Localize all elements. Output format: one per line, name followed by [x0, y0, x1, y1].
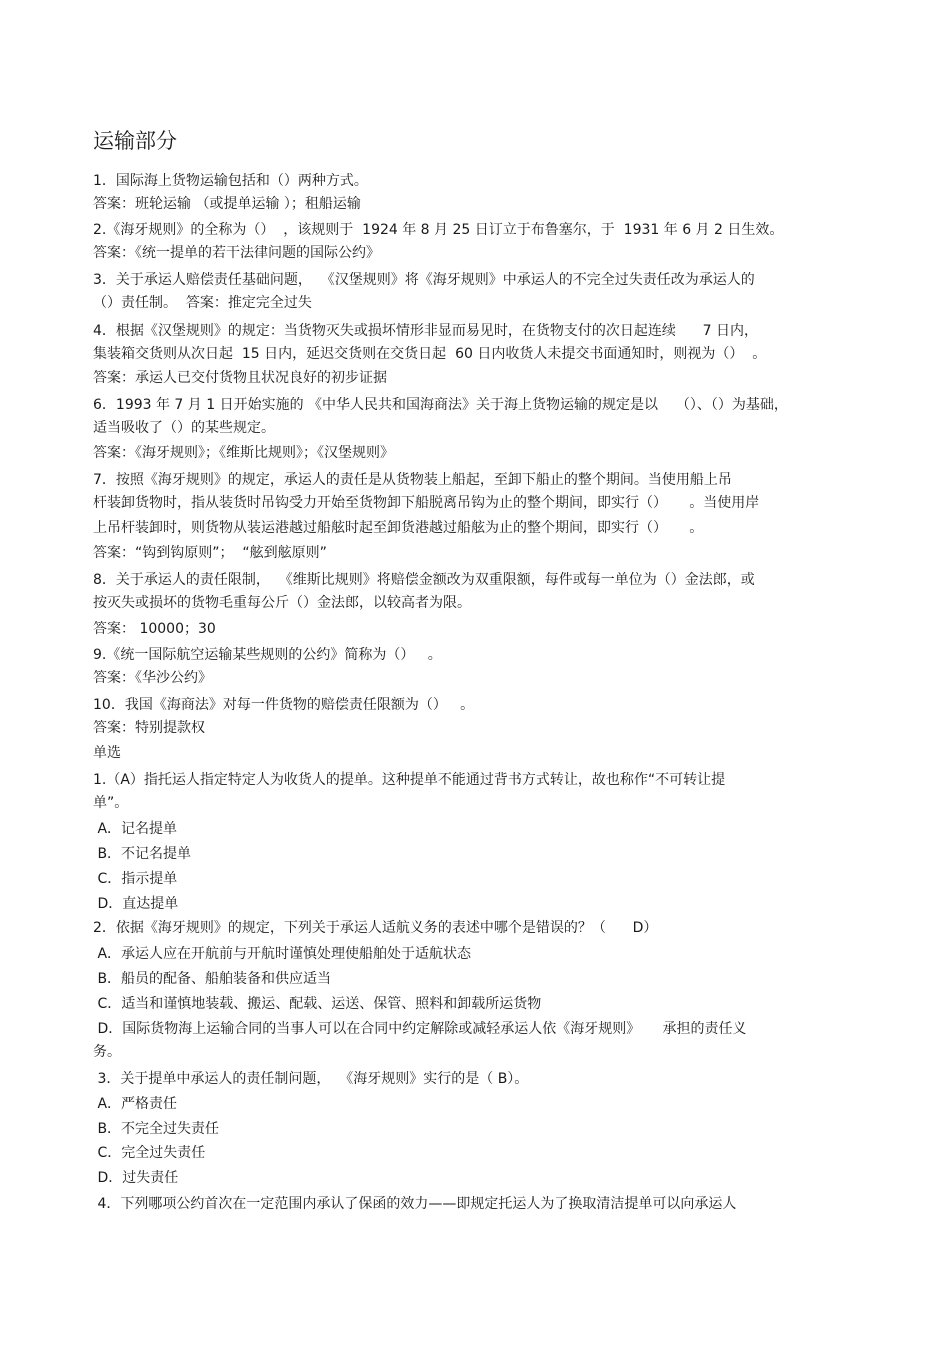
- text-line: 杆装卸货物时，指从装货时吊钩受力开始至货物卸下船脱离吊钩为止的整个期间，即实行（） 。当使用岸: [93, 495, 760, 511]
- text-line: 3．关于承运人赔偿责任基础问题， 《汉堡规则》将《海牙规则》中承运人的不完全过失责任改为承运人的: [93, 272, 755, 288]
- text-line: 答案： 10000；30: [93, 621, 216, 637]
- option-line: C．适当和谨慎地装载、搬运、配载、运送、保管、照料和卸载所运货物: [93, 996, 542, 1012]
- text-line: 10．我国《海商法》对每一件货物的赔偿责任限额为（） 。: [93, 697, 475, 713]
- text-line: 上吊杆装卸时，则货物从装运港越过船舷时起至卸货港越过船舷为止的整个期间，即实行（） 。: [93, 520, 704, 536]
- option-line: D．直达提单: [93, 896, 179, 912]
- option-line: D．过失责任: [93, 1170, 179, 1186]
- text-line: 4．根据《汉堡规则》的规定：当货物灭失或损坏情形非显而易见时，在货物支付的次日起连续 7 日内，: [93, 323, 758, 339]
- option-line: D．国际货物海上运输合同的当事人可以在合同中约定解除或减轻承运人依《海牙规则》 承担的责任义: [93, 1021, 747, 1037]
- text-line: 7．按照《海牙规则》的规定，承运人的责任是从货物装上船起，至卸下船止的整个期间。当使用船上吊: [93, 472, 732, 488]
- text-line: 6．1993 年 7 月 1 日开始实施的 《中华人民共和国海商法》关于海上货物运输的规定是以 （）、（）为基础，: [93, 397, 788, 413]
- text-line: 2.《海牙规则》的全称为（） ，该规则于 1924 年 8 月 25 日订立于布鲁塞尔，于 1931 年 6 月 2 日生效。: [93, 222, 784, 238]
- text-line: 答案：“钩到钩原则”； “舷到舷原则”: [93, 545, 327, 561]
- text-line: 答案：《海牙规则》；《维斯比规则》；《汉堡规则》: [93, 445, 394, 461]
- text-line: 答案：承运人已交付货物且状况良好的初步证据: [93, 370, 387, 386]
- text-line: 答案：《统一提单的若干法律问题的国际公约》: [93, 245, 380, 261]
- text-line: 4．下列哪项公约首次在一定范围内承认了保函的效力——即规定托运人为了换取清洁提单可以向承运人: [93, 1196, 737, 1212]
- text-line: 9.《统一国际航空运输某些规则的公约》简称为（） 。: [93, 647, 442, 663]
- text-line: 单”。: [93, 795, 129, 811]
- option-line: C．指示提单: [93, 871, 178, 887]
- text-line: 答案：班轮运输 （或提单运输 ）；租船运输: [93, 196, 361, 212]
- text-line: 适当吸收了（）的某些规定。: [93, 420, 275, 436]
- option-line: A．记名提单: [93, 821, 178, 837]
- text-line: 2．依据《海牙规则》的规定，下列关于承运人适航义务的表述中哪个是错误的？（ D）: [93, 920, 658, 936]
- option-line: A．严格责任: [93, 1096, 178, 1112]
- text-line: 答案：特别提款权: [93, 720, 205, 736]
- text-line: 按灭失或损坏的货物毛重每公斤（）金法郎，以较高者为限。: [93, 595, 471, 611]
- text-line: 3．关于提单中承运人的责任制问题， 《海牙规则》实行的是（ B）。: [93, 1071, 529, 1087]
- section-heading: 单选: [93, 745, 121, 761]
- option-line: B．不完全过失责任: [93, 1121, 220, 1137]
- text-line: 8．关于承运人的责任限制， 《维斯比规则》将赔偿金额改为双重限额，每件或每一单位为（）金法郎，或: [93, 572, 755, 588]
- option-line: A．承运人应在开航前与开航时谨慎处理使船舶处于适航状态: [93, 946, 472, 962]
- text-line: 1．国际海上货物运输包括和（）两种方式。: [93, 173, 368, 189]
- text-line: 集装箱交货则从次日起 15 日内，延迟交货则在交货日起 60 日内收货人未提交书面通知时，则视为（） 。: [93, 346, 767, 362]
- text-line: 1.（A）指托运人指定特定人为收货人的提单。这种提单不能通过背书方式转让，故也称作“不可转让提: [93, 772, 726, 788]
- text-line: 答案：《华沙公约》: [93, 670, 212, 686]
- option-line: B．不记名提单: [93, 846, 192, 862]
- option-line: B．船员的配备、船舶装备和供应适当: [93, 971, 332, 987]
- option-line: C．完全过失责任: [93, 1145, 206, 1161]
- text-line: 务。: [93, 1044, 121, 1060]
- page-title: 运输部分: [93, 129, 177, 153]
- text-line: （）责任制。 答案：推定完全过失: [93, 295, 312, 311]
